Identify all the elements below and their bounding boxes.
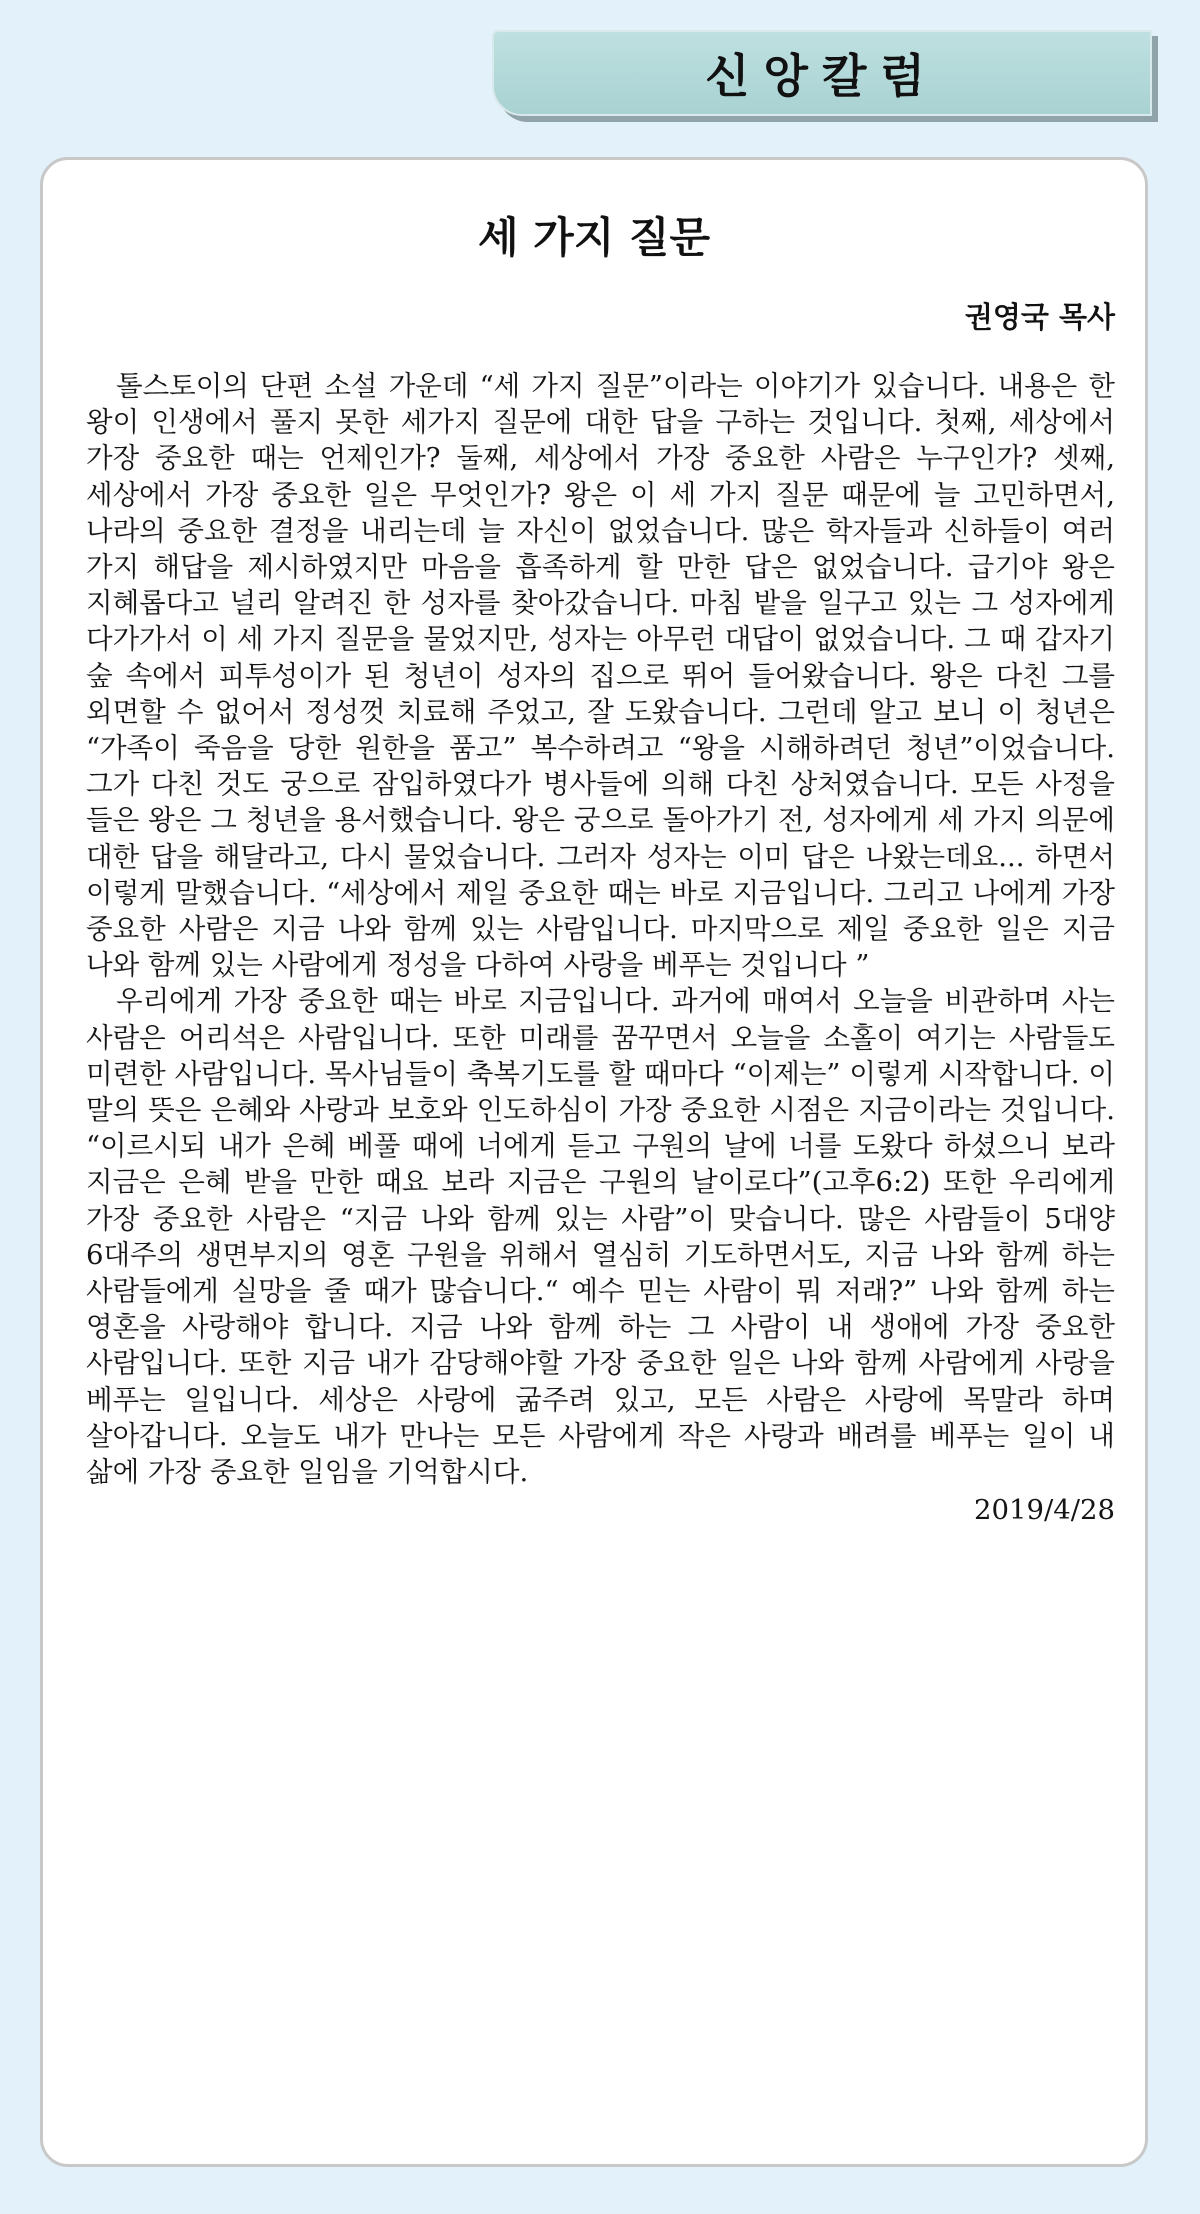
article-date: 2019/4/28 (973, 1494, 1115, 1527)
article-paragraph-2: 우리에게 가장 중요한 때는 바로 지금입니다. 과거에 매여서 오늘을 비관하며 사는 사람은 어리석은 사람입니다. 또한 미래를 꿈꾸면서 오늘을 소홀이 여기는 사람들도 미련한 사람입니다. 목사님들이 축복기도를 할 때마다 “이제는” 이렇게 시작합니다. 이 말의 뜻은 은혜와 사랑과 보호와 인도하심이 가장 중요한 시점은 지금이라는 것입니다. “이르시되 내가 은혜 베풀 때에 너에게 듣고 구원의 날에 너를 도왔다 하셨으니 보라 지금은 은혜 받을 만한 때요 보라 지금은 구원의 날이로다”(고후6:2) 또한 우리에게 가장 중요한 사람은 “지금 나와 함께 있는 사람”이 맞습니다. 많은 사람들이 5대양 6대주의 생면부지의 영혼 구원을 위해서 열심히 기도하면서도, 지금 나와 함께 하는 사람들에게 실망을 줄 때가 많습니다.“ 예수 믿는 사람이 뭐 저래?” 나와 함께 하는 영혼을 사랑해야 합니다. 지금 나와 함께 하는 그 사람이 내 생애에 가장 중요한 사람입니다. 또한 지금 내가 감당해야할 가장 중요한 일은 나와 함께 사람에게 사랑을 베푸는 일입니다. 세상은 사랑에 굶주려 있고, 모든 사람은 사랑에 목말라 하며 살아갑니다. 오늘도 내가 만나는 모든 사람에게 작은 사랑과 배려를 베푸는 일이 내 삶에 가장 중요한 일임을 기억합시다. (86, 985, 1115, 1489)
article-paragraph-1: 톨스토이의 단편 소설 가운데 “세 가지 질문”이라는 이야기가 있습니다. 내용은 한 왕이 인생에서 풀지 못한 세가지 질문에 대한 답을 구하는 것입니다. 첫째, 세상에서 가장 중요한 때는 언제인가? 둘째, 세상에서 가장 중요한 사람은 누구인가? 셋째, 세상에서 가장 중요한 일은 무엇인가? 왕은 이 세 가지 질문 때문에 늘 고민하면서, 나라의 중요한 결정을 내리는데 늘 자신이 없었습니다. 많은 학자들과 신하들이 여러 가지 해답을 제시하였지만 마음을 흡족하게 할 만한 답은 없었습니다. 급기야 왕은 지혜롭다고 널리 알려진 한 성자를 찾아갔습니다. 마침 밭을 일구고 있는 그 성자에게 다가가서 이 세 가지 질문을 물었지만, 성자는 아무런 대답이 없었습니다. 그 때 갑자기 숲 속에서 피투성이가 된 청년이 성자의 집으로 뛰어 들어왔습니다. 왕은 다친 그를 외면할 수 없어서 정성껏 치료해 주었고, 잘 도왔습니다. 그런데 알고 보니 이 청년은 “가족이 죽음을 당한 원한을 품고” 복수하려고 “왕을 시해하려던 청년”이었습니다. 그가 다친 것도 궁으로 잠입하였다가 병사들에 의해 다친 상처였습니다. 모든 사정을 들은 왕은 그 청년을 용서했습니다. 왕은 궁으로 돌아가기 전, 성자에게 세 가지 의문에 대한 답을 해달라고, 다시 물었습니다. 그러자 성자는 이미 답은 나왔는데요... 하면서 이렇게 말했습니다. “세상에서 제일 중요한 때는 바로 지금입니다. 그리고 나에게 가장 중요한 사람은 지금 나와 함께 있는 사람입니다. 마지막으로 제일 중요한 일은 지금 나와 함께 있는 사람에게 정성을 다하여 사랑을 베푸는 것입니다 ” (86, 370, 1115, 982)
column-banner (492, 30, 1152, 116)
article-title: 세 가지 질문 (477, 213, 711, 262)
column-category-title: 신앙칼럼 (705, 49, 939, 103)
article-body (86, 368, 1115, 1529)
article-card (40, 157, 1148, 2167)
article-author: 권영국 목사 (964, 300, 1115, 334)
